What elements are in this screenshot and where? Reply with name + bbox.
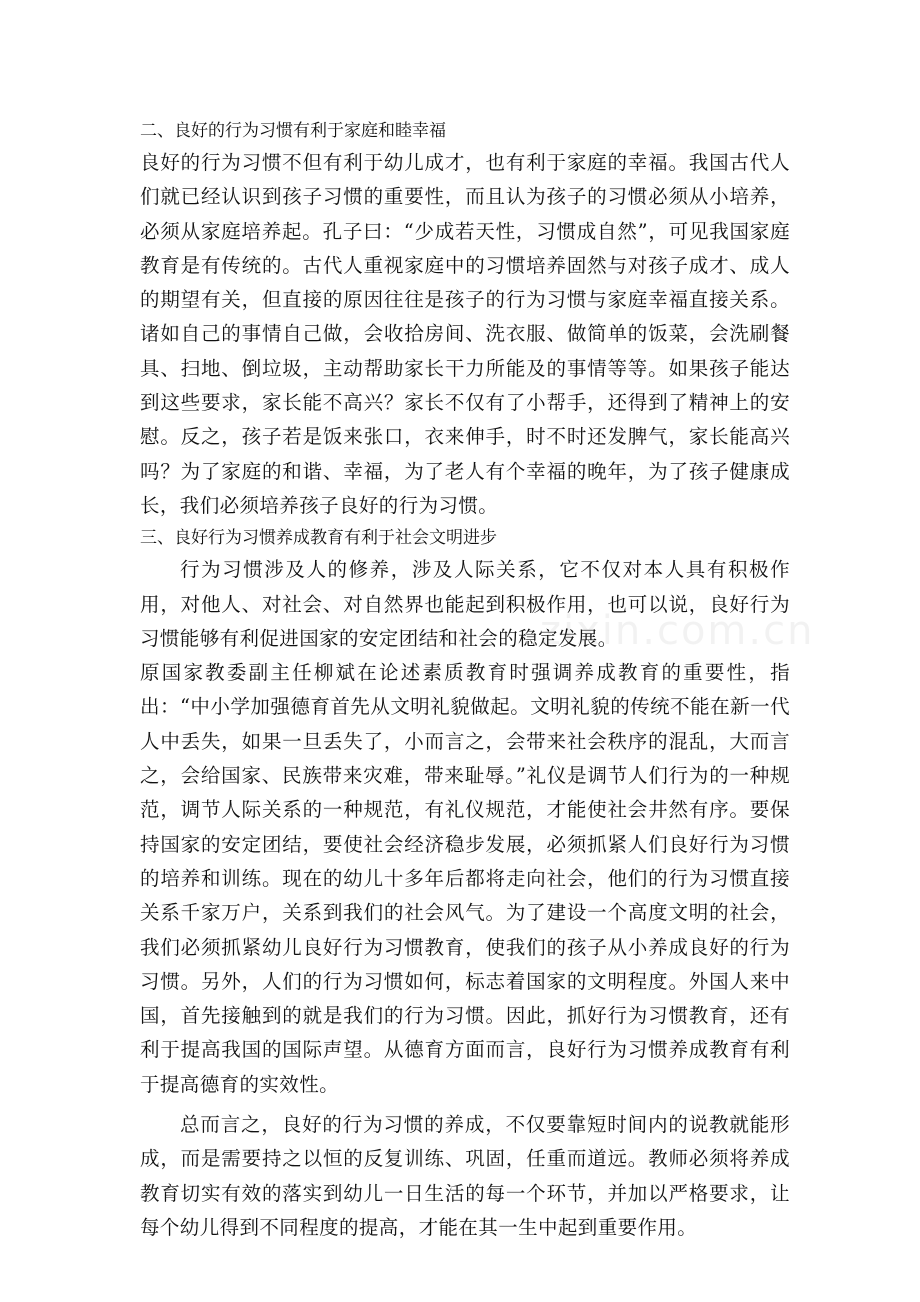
document-page	[140, 116, 790, 1245]
section-heading-family: 二、良好的行为习惯有利于家庭和睦幸福	[140, 121, 446, 141]
section-body-family: 良好的行为习惯不但有利于幼儿成才，也有利于家庭的幸福。我国古代人们就已经认识到孩子习惯的重要性，而且认为孩子的习惯必须从小培养，必须从家庭培养起。孔子曰：“少成若天性，习惯成自然”，可见我国家庭教育是有传统的。古代人重视家庭中的习惯培养固然与对孩子成才、成人的期望有关，但直接的原因往往是孩子的行为习惯与家庭幸福直接关系。诸如自己的事情自己做，会收拾房间、洗衣服、做简单的饭菜，会洗刷餐具、扫地、倒垃圾，主动帮助家长干力所能及的事情等等。如果孩子能达到这些要求，家长能不高兴？家长不仅有了小帮手，还得到了精神上的安慰。反之，孩子若是饭来张口，衣来伸手，时不时还发脾气，家长能高兴吗？为了家庭的和谐、幸福，为了老人有个幸福的晚年，为了孩子健康成长，我们必须培养孩子良好的行为习惯。	[140, 151, 790, 517]
section-heading-society: 三、良好行为习惯养成教育有利于社会文明进步	[140, 528, 497, 549]
watermark-logo: zixin.com.cn	[540, 608, 815, 654]
section-paragraph-conclusion: 总而言之，良好的行为习惯的养成，不仅要靠短时间内的说教就能形成，而是需要持之以恒的反复训练、巩固，任重而道远。教师必须将养成教育切实有效的落实到幼儿一日生活的每一个环节，并加以严格要求，让每个幼儿得到不同程度的提高，才能在其一生中起到重要作用。	[140, 1113, 790, 1239]
section-paragraph-quote: 原国家教委副主任柳斌在论述素质教育时强调养成教育的重要性，指出：“中小学加强德育首先从文明礼貌做起。文明礼貌的传统不能在新一代人中丢失，如果一旦丢失了，小而言之，会带来社会秩序的混乱，大而言之，会给国家、民族带来灾难，带来耻辱。”礼仪是调节人们行为的一种规范，调节人际关系的一种规范，有礼仪规范，才能使社会井然有序。要保持国家的安定团结，要使社会经济稳步发展，必须抓紧人们良好行为习惯的培养和训练。现在的幼儿十多年后都将走向社会，他们的行为习惯直接关系千家万户，关系到我们的社会风气。为了建设一个高度文明的社会，我们必须抓紧幼儿良好行为习惯教育，使我们的孩子从小养成良好的行为习惯。另外，人们的行为习惯如何，标志着国家的文明程度。外国人来中国，首先接触到的就是我们的行为习惯。因此，抓好行为习惯教育，还有利于提高我国的国际声望。从德育方面而言，良好行为习惯养成教育有利于提高德育的实效性。	[140, 661, 790, 1096]
section-paragraph-habits: 行为习惯涉及人的修养，涉及人际关系，它不仅对本人具有积极作用，对他人、对社会、对自然界也能起到积极作用，也可以说，良好行为习惯能够有利促进国家的安定团结和社会的稳定发展。	[140, 558, 790, 650]
